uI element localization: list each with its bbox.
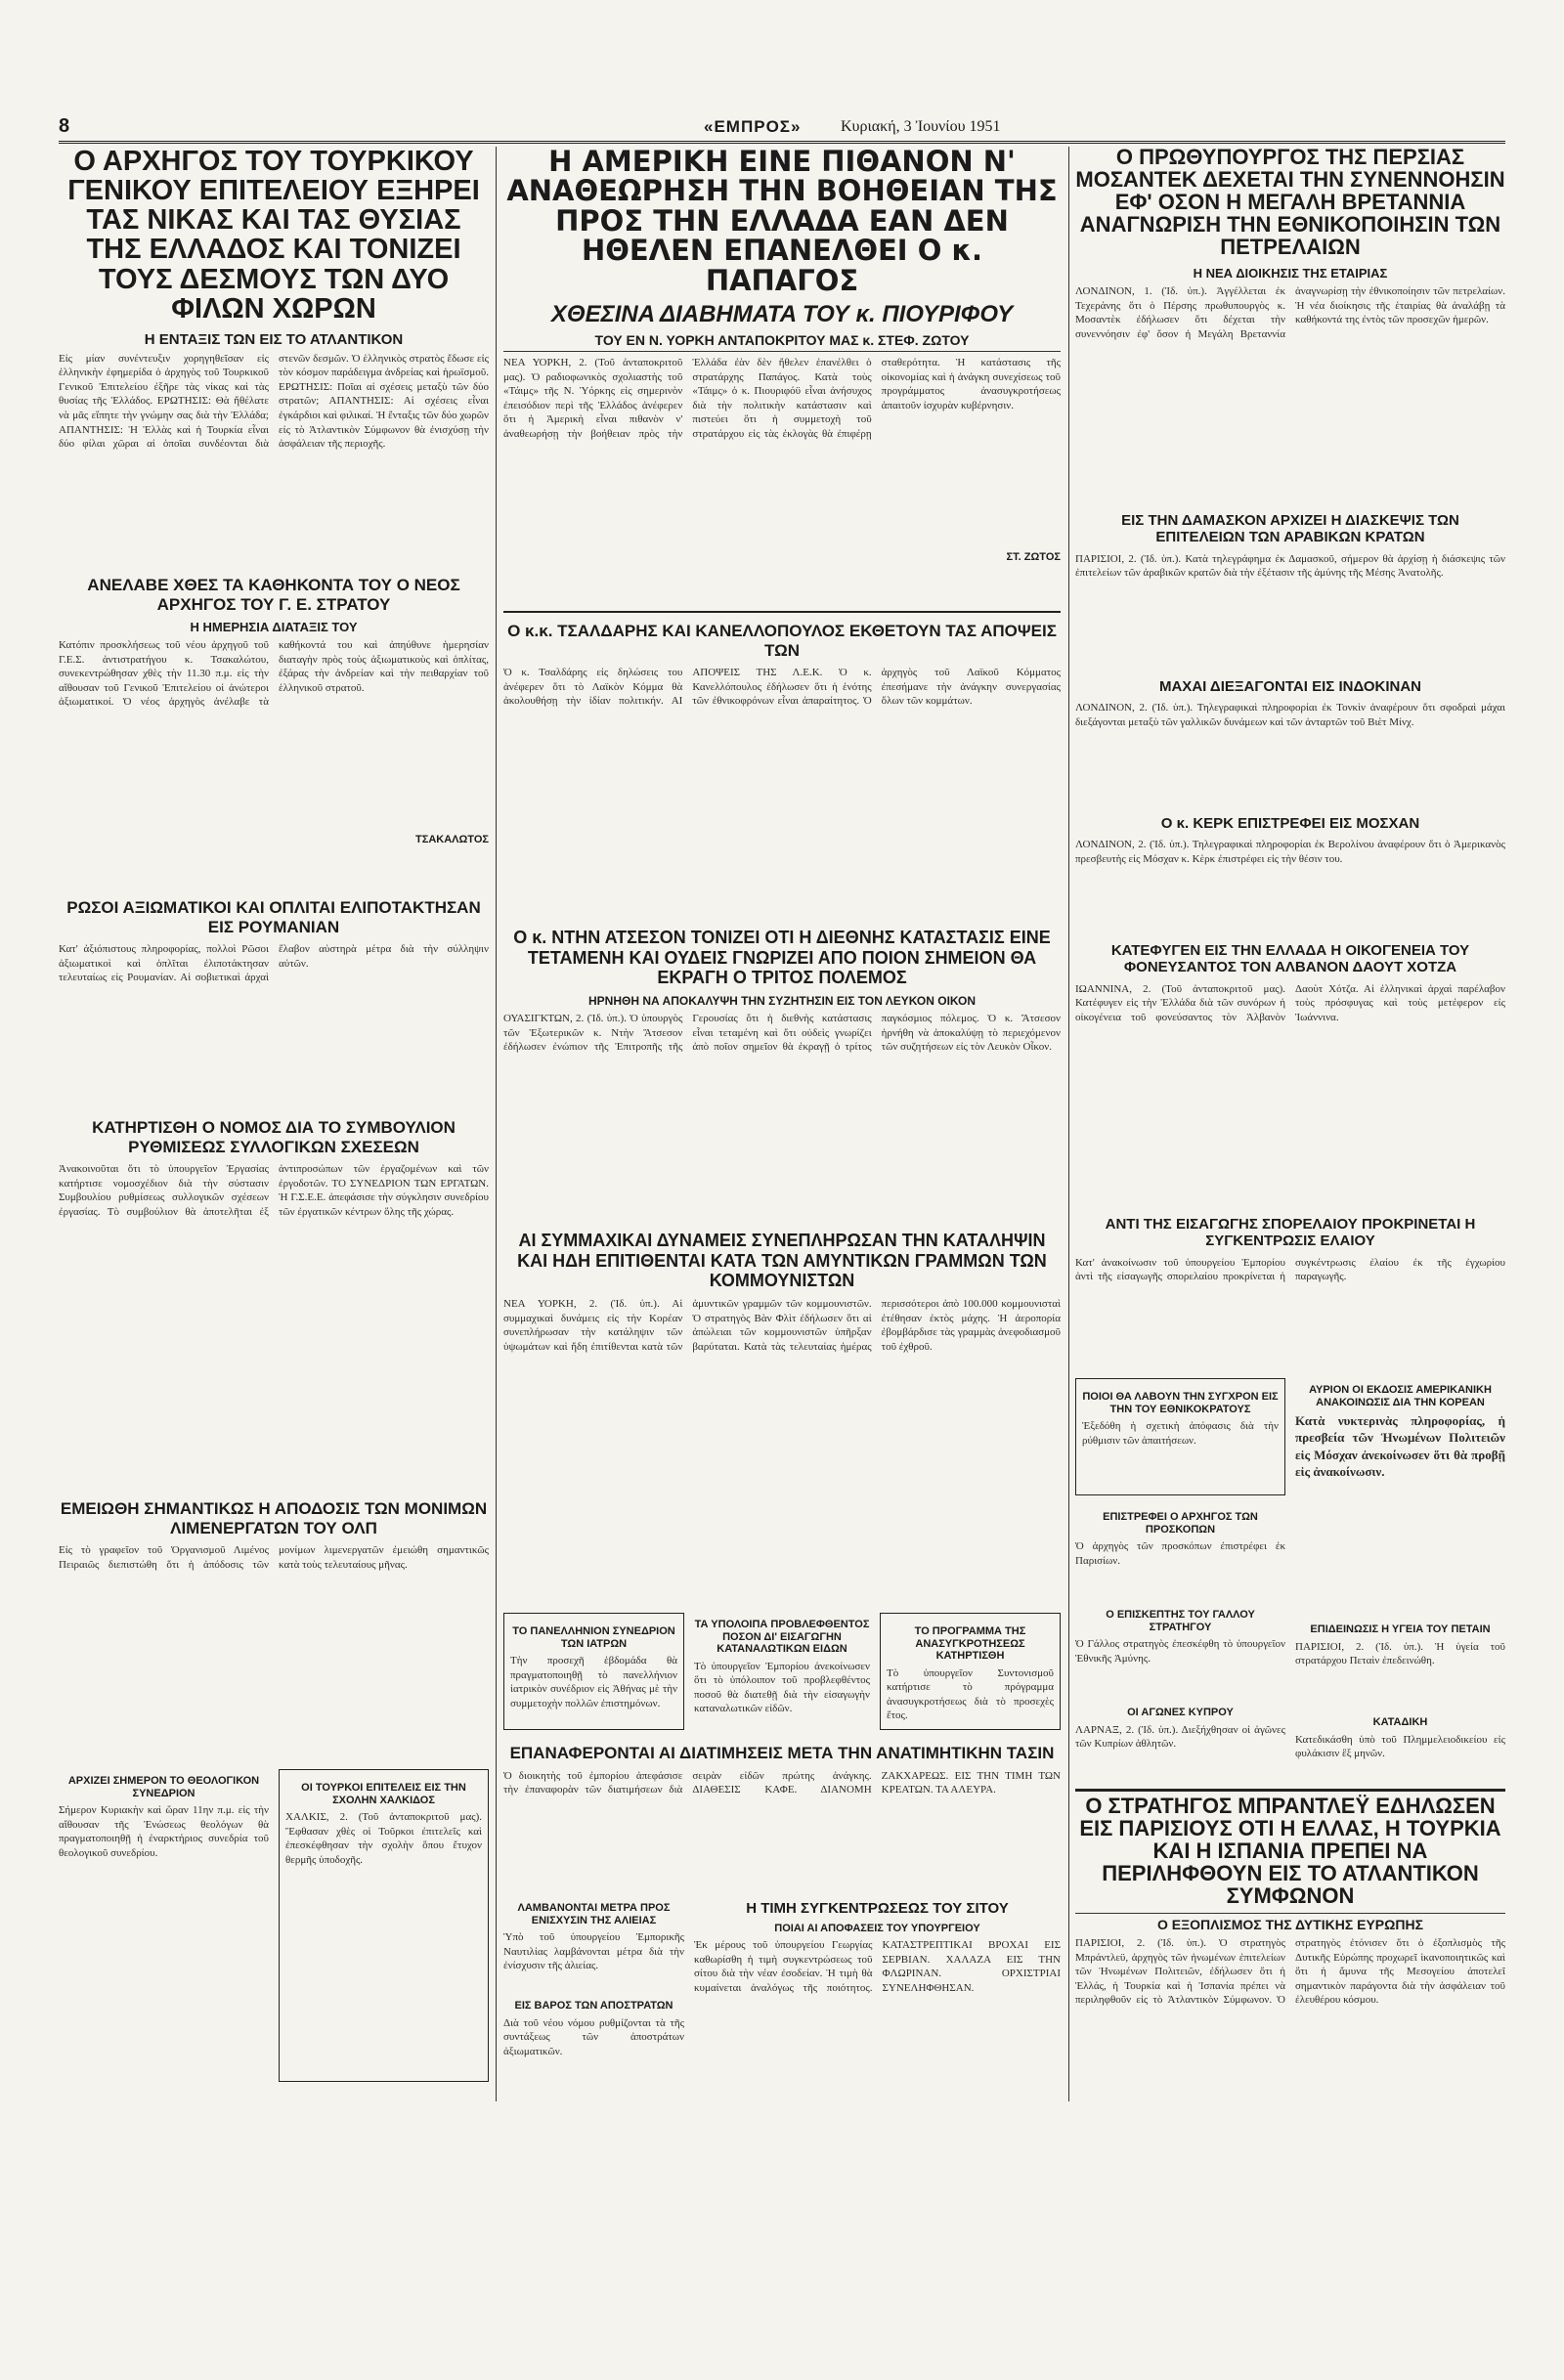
- mid-small-4: [503, 1896, 684, 1989]
- turkish-chief-story: [59, 147, 489, 557]
- atseson-body: ΟΥΑΣΙΓΚΤΩΝ, 2. (Ἰδ. ὑπ.). Ὁ ὑπουργὸς τῶν Ἐξωτερικῶν κ. Ντὴν Ἄτσεσον ἐδήλωσεν ἐνώπιον τῆς Ἐπιτροπῆς τῆς Γερουσίας ὅτι ἡ διεθνὴς κατάστασις εἶναι τεταμένη καὶ ὅτι οὐδεὶς γνωρίζει ἀπὸ ποῖον σημεῖον θὰ ἐκραγῇ ὁ τρίτος παγκόσμιος πόλεμος. Ὁ κ. Ἄτσεσον ἠρνήθη νὰ ἀποκαλύψῃ τὸ περιεχόμενον τῶν συζητήσεων εἰς τὸν Λευκὸν Οἶκον.: [503, 1013, 1061, 1054]
- mid-small-5: [503, 1994, 684, 2092]
- mid-small-body-3: Τὸ ὑπουργεῖον Συντονισμοῦ κατήρτισε τὸ πρόγραμμα ἀνασυγκροτήσεως διὰ τὸ προσεχὲς ἔτος.: [887, 1666, 1054, 1722]
- small-left-body-1: Σήμερον Κυριακὴν καὶ ὥραν 11ην π.μ. εἰς τὴν αἴθουσαν τῆς Ἑνώσεως θεολόγων θὰ πραγματοποιηθῇ ἡ ἐναρκτήριος συνεδρία τοῦ θεολογικοῦ συνεδρίου.: [59, 1804, 269, 1859]
- right-small-headline-6: ΟΙ ΑΓΩΝΕΣ ΚΥΠΡΟΥ: [1127, 1707, 1234, 1718]
- right-small-body-1: Ἐξεδόθη ἡ σχετικὴ ἀπόφασις διὰ τὴν ρύθμισιν τῶν ἀπαιτήσεων.: [1082, 1420, 1279, 1447]
- right-small-headline-5: Ο ΕΠΙΣΚΕΠΤΗΣ ΤΟΥ ΓΑΛΛΟΥ ΣΤΡΑΤΗΓΟΥ: [1106, 1609, 1255, 1633]
- small-left-body-2: ΧΑΛΚΙΣ, 2. (Τοῦ ἀνταποκριτοῦ μας). Ἔφθασαν χθὲς οἱ Τοῦρκοι ἐπιτελεῖς καὶ ἐπεσκέφθησαν τὴν σχολὴν ὅπου ἔτυχον θερμῆς ὑποδοχῆς.: [285, 1811, 482, 1866]
- small-left-headline-1: ΑΡΧΙΖΕΙ ΣΗΜΕΡΟΝ ΤΟ ΘΕΟΛΟΓΙΚΟΝ ΣΥΝΕΔΡΙΟΝ: [67, 1775, 260, 1799]
- mosaddegh-body: ΛΟΝΔΙΝΟΝ, 1. (Ἰδ. ὑπ.). Ἀγγέλλεται ἐκ Τεχεράνης ὅτι ὁ Πέρσης πρωθυπουργὸς κ. Μοσαντὲκ ἐδήλωσεν ὅτι δέχεται τὴν συνεννόησιν ἐφ' ὅσον ἡ Μεγάλη Βρεταννία ἀναγνωρίσῃ τὴν ἐθνικοποίησιν τῶν πετρελαίων. Ἡ νέα διοίκησις τῆς ἑταιρίας θὰ ἀναλάβῃ τὰ καθήκοντά της ἐντὸς τῶν προσεχῶν ἡμερῶν.: [1075, 285, 1505, 340]
- olp-body: Εἰς τὸ γραφεῖον τοῦ Ὀργανισμοῦ Λιμένος Πειραιῶς διεπιστώθη ὅτι ἡ ἀπόδοσις τῶν μονίμων λιμενεργατῶν ἐμειώθη σημαντικῶς κατὰ τοὺς τελευταίους μῆνας.: [59, 1544, 489, 1571]
- small-left-story-1: [59, 1769, 269, 2082]
- allied-story: [503, 1227, 1061, 1603]
- turkish-chief-headline: Ο ΑΡΧΗΓΟΣ ΤΟΥ ΤΟΥΡΚΙΚΟΥ ΓΕΝΙΚΟΥ ΕΠΙΤΕΛΕΙΟΥ ΕΞΗΡΕΙ ΤΑΣ ΝΙΚΑΣ ΚΑΙ ΤΑΣ ΘΥΣΙΑΣ ΤΗΣ ΕΛΛΑΔΟΣ ΚΑΙ ΤΟΝΙΖΕΙ ΤΟΥΣ ΔΕΣΜΟΥΣ ΤΩΝ ΔΥΟ ΦΙΛΩΝ ΧΩΡΩΝ: [67, 147, 480, 325]
- right-small-headline-3: ΕΠΙΣΤΡΕΦΕΙ Ο ΑΡΧΗΓΟΣ ΤΩΝ ΠΡΟΣΚΟΠΩΝ: [1103, 1511, 1258, 1536]
- olp-story: [59, 1495, 489, 1759]
- america-signature: ΣΤ. ΖΩΤΟΣ: [1006, 551, 1061, 564]
- mosaddegh-headline: Ο ΠΡΩΘΥΠΟΥΡΓΟΣ ΤΗΣ ΠΕΡΣΙΑΣ ΜΟΣΑΝΤΕΚ ΔΕΧΕΤΑΙ ΤΗΝ ΣΥΝΕΝΝΟΗΣΙΝ ΕΦ' ΟΣΟΝ Η ΜΕΓΑΛΗ ΒΡΕΤΑΝΝΙΑ ΑΝΑΓΝΩΡΙΣΗ ΤΗΝ ΕΘΝΙΚΟΠΟΙΗΣΙΝ ΤΩΝ ΠΕΤΡΕΛΑΙΩΝ: [1075, 147, 1505, 259]
- prices-body: Ὁ διοικητὴς τοῦ ἐμπορίου ἀπεφάσισε τὴν ἐπαναφορὰν τῶν διατιμήσεων διὰ σειρὰν εἰδῶν πρώτης ἀνάγκης. ΔΙΑΘΕΣΙΣ ΚΑΦΕ. ΔΙΑΝΟΜΗ ΖΑΚΧΑΡΕΩΣ. ΕΙΣ ΤΗΝ ΤΙΜΗ ΤΩΝ ΚΡΕΑΤΩΝ. ΤΑ ΑΛΕΥΡΑ.: [503, 1769, 1061, 1796]
- mid-small-1: [503, 1613, 684, 1730]
- allied-headline: ΑΙ ΣΥΜΜΑΧΙΚΑΙ ΔΥΝΑΜΕΙΣ ΣΥΝΕΠΛΗΡΩΣΑΝ ΤΗΝ ΚΑΤΑΛΗΨΙΝ ΚΑΙ ΗΔΗ ΕΠΙΤΙΘΕΝΤΑΙ ΚΑΤΑ ΤΩΝ ΑΜΥΝΤΙΚΩΝ ΓΡΑΜΜΩΝ ΤΩΝ ΚΟΜΜΟΥΝΙΣΤΩΝ: [517, 1231, 1047, 1291]
- atseson-subhead: ΗΡΝΗΘΗ ΝΑ ΑΠΟΚΑΛΥΨΗ ΤΗΝ ΣΥΖΗΤΗΣΙΝ ΕΙΣ ΤΟΝ ΛΕΥΚΟΝ ΟΙΚΟΝ: [587, 994, 977, 1009]
- issue-date: Κυριακή, 3 Ἰουνίου 1951: [841, 118, 1001, 135]
- mosaddegh-subhead: Η ΝΕΑ ΔΙΟΙΚΗΣΙΣ ΤΗΣ ΕΤΑΙΡΙΑΣ: [1193, 266, 1388, 281]
- labor-body: Ἀνακοινοῦται ὅτι τὸ ὑπουργεῖον Ἐργασίας κατήρτισε νομοσχέδιον διὰ τὴν σύστασιν Συμβουλίου ρυθμίσεως συλλογικῶν σχέσεων ἐργασίας. Τὸ συμβούλιον θὰ ἀποτελῆται ἐξ ἀντιπροσώπων τῶν ἐργαζομένων καὶ τῶν ἐργοδοτῶν. ΤΟ ΣΥΝΕΔΡΙΟΝ ΤΩΝ ΕΡΓΑΤΩΝ. Ἡ Γ.Σ.Ε.Ε. ἀπεφάσισε τὴν σύγκλησιν συνεδρίου τῶν ἐργατικῶν κέντρων ὅλης τῆς χώρας.: [59, 1163, 489, 1218]
- hotza-body: ΙΩΑΝΝΙΝΑ, 2. (Τοῦ ἀνταποκριτοῦ μας). Κατέφυγεν εἰς τὴν Ἑλλάδα διὰ τῶν συνόρων ἡ οἰκογένεια τοῦ φονεύσαντος τὸν Ἀλβανὸν Δαοὺτ Χότζα. Αἱ ἑλληνικαὶ ἀρχαὶ παρέλαβον τοὺς πρόσφυγας καὶ τοὺς μετέφερον εἰς Ἰωάννινα.: [1075, 982, 1505, 1023]
- hotza-story: [1075, 938, 1505, 1202]
- oil-story: [1075, 1212, 1505, 1368]
- bradley-headline: Ο ΣΤΡΑΤΗΓΟΣ ΜΠΡΑΝΤΛΕΫ ΕΔΗΛΩΣΕΝ ΕΙΣ ΠΑΡΙΣΙΟΥΣ ΟΤΙ Η ΕΛΛΑΣ, Η ΤΟΥΡΚΙΑ ΚΑΙ Η ΙΣΠΑΝΙΑ ΠΡΕΠΕΙ ΝΑ ΠΕΡΙΛΗΦΘΟΥΝ ΕΙΣ ΤΟ ΑΤΛΑΝΤΙΚΟΝ ΣΥΜΦΩΝΟΝ: [1079, 1794, 1501, 1908]
- right-small-body-4: ΠΑΡΙΣΙΟΙ, 2. (Ἰδ. ὑπ.). Ἡ ὑγεία τοῦ στρατάρχου Πεταὶν ἐπεδεινώθη.: [1295, 1640, 1505, 1667]
- oil-headline: ΑΝΤΙ ΤΗΣ ΕΙΣΑΓΩΓΗΣ ΣΠΟΡΕΛΑΙΟΥ ΠΡΟΚΡΙΝΕΤΑΙ Η ΣΥΓΚΕΝΤΡΩΣΙΣ ΕΛΑΙΟΥ: [1105, 1216, 1476, 1250]
- oil-body: Κατ' ἀνακοίνωσιν τοῦ ὑπουργείου Ἐμπορίου ἀντὶ τῆς εἰσαγωγῆς σπορελαίου προκρίνεται ἡ συγκέντρωσις ἐλαίου ἐκ τῆς ἐγχωρίου παραγωγῆς.: [1075, 1256, 1505, 1283]
- bradley-body: ΠΑΡΙΣΙΟΙ, 2. (Ἰδ. ὑπ.). Ὁ στρατηγὸς Μπράντλεϋ, ἀρχηγὸς τῶν ἡνωμένων ἐπιτελείων τῶν Ἡνωμένων Πολιτειῶν, ἐδήλωσεν ὅτι ἡ Ἑλλάς, ἡ Τουρκία καὶ ἡ Ἱσπανία πρέπει νὰ περιληφθοῦν εἰς τὸ Ἀτλαντικὸν Σύμφωνον. Ὁ στρατηγὸς ἐτόνισεν ὅτι ὁ ἐξοπλισμὸς τῆς Δυτικῆς Εὐρώπης προχωρεῖ ἱκανοποιητικῶς καὶ ὅτι ἡ ἄμυνα τῆς Μεσογείου ἀποτελεῖ σημαντικὸν παράγοντα διὰ τὴν ἀσφάλειαν τοῦ ἐλευθέρου κόσμου.: [1075, 1937, 1505, 2007]
- column-rule: [1068, 147, 1069, 2101]
- atseson-story: [503, 924, 1061, 1217]
- right-small-3: [1075, 1505, 1285, 1593]
- prices-story: [503, 1740, 1061, 1886]
- bradley-subhead: Ο ΕΞΟΠΛΙΣΜΟΣ ΤΗΣ ΔΥΤΙΚΗΣ ΕΥΡΩΠΗΣ: [1075, 1913, 1505, 1932]
- mid-small-body-4: Ὑπὸ τοῦ ὑπουργείου Ἐμπορικῆς Ναυτιλίας λαμβάνονται μέτρα διὰ τὴν ἐνίσχυσιν τῆς ἁλιείας.: [503, 1931, 684, 1972]
- bradley-story: [1075, 1789, 1505, 2092]
- mid-small-headline-4: ΛΑΜΒΑΝΟΝΤΑΙ ΜΕΤΡΑ ΠΡΟΣ ΕΝΙΣΧΥΣΙΝ ΤΗΣ ΑΛΙΕΙΑΣ: [517, 1902, 671, 1926]
- right-small-7: [1295, 1710, 1505, 1779]
- tsaldaris-story: [503, 618, 1061, 911]
- indochina-body: ΛΟΝΔΙΝΟΝ, 2. (Ἰδ. ὑπ.). Τηλεγραφικαὶ πληροφορίαι ἐκ Τονκὶν ἀναφέρουν ὅτι σφοδραὶ μάχαι διεξάγονται μεταξὺ τῶν γαλλικῶν δυνάμεων καὶ τῶν ἀνταρτῶν τοῦ Βιὲτ Μίνχ.: [1075, 702, 1505, 728]
- romania-story: [59, 894, 489, 1100]
- right-small-headline-4: ΕΠΙΔΕΙΝΩΣΙΣ Η ΥΓΕΙΑ ΤΟΥ ΠΕΤΑΙΝ: [1310, 1623, 1491, 1635]
- right-small-body-2: Κατὰ νυκτερινὰς πληροφορίας, ἡ πρεσβεία τῶν Ἡνωμένων Πολιτειῶν εἰς Μόσχαν ἀνεκοίνωσεν ὅτι θὰ προβῇ εἰς ἀνακοίνωσιν.: [1295, 1413, 1505, 1479]
- paper-name: «ΕΜΠΡΟΣ»: [704, 117, 802, 136]
- damascus-story: [1075, 508, 1505, 665]
- america-body: ΝΕΑ ΥΟΡΚΗ, 2. (Τοῦ ἀνταποκριτοῦ μας). Ὁ ραδιοφωνικὸς σχολιαστὴς τοῦ «Τάιμς» τῆς Ν. Ὑόρκης εἰς σημερινὸν ἐπεισόδιον περὶ τῆς Ἑλλάδος ἀνέφερεν ὅτι ἡ Ἀμερικὴ εἶναι πιθανὸν ν' ἀναθεωρήσῃ τὴν βοήθειαν πρὸς τὴν Ἑλλάδα ἐὰν δὲν ἤθελεν ἐπανέλθει ὁ στρατάρχης Παπάγος. Κατὰ τοὺς «Τάιμς» ὁ κ. Πιουριφόϋ εἶναι ἀνήσυχος διὰ τὴν πολιτικὴν κατάστασιν καὶ πιστεύει ὅτι ἡ συμμετοχὴ τοῦ στρατάρχου εἰς τὰς ἐκλογὰς θὰ ἐπιφέρῃ σταθερότητα. Ἡ κατάστασις τῆς οἰκονομίας καὶ ἡ ἀνάγκη συνεχίσεως τοῦ προγράμματος ἀνασυγκροτήσεως ἀπαιτοῦν ἰσχυρὰν κυβέρνησιν.: [503, 357, 1061, 440]
- turkish-chief-body: Εἰς μίαν συνέντευξιν χορηγηθεῖσαν εἰς ἑλληνικὴν ἐφημερίδα ὁ ἀρχηγὸς τοῦ Τουρκικοῦ Γενικοῦ Ἐπιτελείου ἐξῆρε τὰς νίκας καὶ τὰς θυσίας τῆς Ἑλλάδος. ΕΡΩΤΗΣΙΣ: Θὰ ἤθέλατε νὰ μᾶς εἴπητε τὴν γνώμην σας διὰ τὴν Ἑλλάδα; ΑΠΑΝΤΗΣΙΣ: Ἡ Ἑλλὰς καὶ ἡ Τουρκία εἶναι δύο φίλαι χῶραι αἱ ὁποῖαι συνδέονται διὰ στενῶν δεσμῶν. Ὁ ἑλληνικὸς στρατὸς ἔδωσε εἰς τὸν κόσμον παράδειγμα ἀνδρείας καὶ ἡρωϊσμοῦ. ΕΡΩΤΗΣΙΣ: Ποῖαι αἱ σχέσεις μεταξὺ τῶν δύο στρατῶν; ΑΠΑΝΤΗΣΙΣ: Αἱ σχέσεις εἶναι ἐγκάρδιοι καὶ φιλικαί. Ἡ ἔνταξις τῶν δύο χωρῶν εἰς τὸ Ἀτλαντικὸν Σύμφωνον θὰ ἐνισχύσῃ τὴν ἀσφάλειαν τῆς περιοχῆς.: [59, 352, 489, 451]
- mid-small-headline-2: ΤΑ ΥΠΟΛΟΙΠΑ ΠΡΟΒΛΕΦΘΕΝΤΟΣ ΠΟΣΟΝ ΔΙ' ΕΙΣΑΓΩΓΗΝ ΚΑΤΑΝΑΛΩΤΙΚΩΝ ΕΙΔΩΝ: [694, 1619, 870, 1656]
- damascus-headline: ΕΙΣ ΤΗΝ ΔΑΜΑΣΚΟΝ ΑΡΧΙΖΕΙ Η ΔΙΑΣΚΕΨΙΣ ΤΩΝ ΕΠΙΤΕΛΕΙΩΝ ΤΩΝ ΑΡΑΒΙΚΩΝ ΚΡΑΤΩΝ: [1121, 512, 1459, 546]
- stratos-story: [59, 572, 489, 885]
- grain-subhead: ΠΟΙΑΙ ΑΙ ΑΠΟΦΑΣΕΙΣ ΤΟΥ ΥΠΟΥΡΓΕΙΟΥ: [774, 1923, 980, 1935]
- mid-small-body-5: Διὰ τοῦ νέου νόμου ρυθμίζονται τὰ τῆς συντάξεως τῶν ἀποστράτων ἀξιωματικῶν.: [503, 2016, 684, 2057]
- mid-small-headline-1: ΤΟ ΠΑΝΕΛΛΗΝΙΟΝ ΣΥΝΕΔΡΙΟΝ ΤΩΝ ΙΑΤΡΩΝ: [512, 1625, 675, 1650]
- stratos-headline: ΑΝΕΛΑΒΕ ΧΘΕΣ ΤΑ ΚΑΘΗΚΟΝΤΑ ΤΟΥ Ο ΝΕΟΣ ΑΡΧΗΓΟΣ ΤΟΥ Γ. Ε. ΣΤΡΑΤΟΥ: [87, 576, 460, 614]
- grain-body: Ἐκ μέρους τοῦ ὑπουργείου Γεωργίας καθωρίσθη ἡ τιμὴ συγκεντρώσεως τοῦ σίτου διὰ τὴν νέαν ἐσοδείαν. Ἡ τιμὴ θὰ κυμαίνεται ἀναλόγως τῆς ποιότητος. ΚΑΤΑΣΤΡΕΠΤΙΚΑΙ ΒΡΟΧΑΙ ΕΙΣ ΣΕΡΒΙΑΝ. ΧΑΛΑΖΑ ΕΙΣ ΤΗΝ ΦΛΩΡΙΝΑΝ. ΟΡΧΙΣΤΡΙΑΙ ΣΥΝΕΛΗΦΘΗΣΑΝ.: [694, 1939, 1061, 1994]
- allied-body: ΝΕΑ ΥΟΡΚΗ, 2. (Ἰδ. ὑπ.). Αἱ συμμαχικαὶ δυνάμεις εἰς τὴν Κορέαν συνεπλήρωσαν τὴν κατάληψιν τῶν ὑψωμάτων καὶ ἤδη ἐπιτίθενται κατὰ τῶν ἀμυντικῶν γραμμῶν τῶν κομμουνιστῶν. Ὁ στρατηγὸς Βὰν Φλὶτ ἐδήλωσεν ὅτι αἱ ἀπώλειαι τῶν κομμουνιστῶν ὑπῆρξαν βαρύταται. Κατὰ τὰς τελευταίας ἡμέρας περισσότεροι ἀπὸ 100.000 κομμουνισταὶ ἐτέθησαν ἐκτὸς μάχης. Ἡ ἀεροπορία ἐβομβάρδισε τὰς γραμμὰς ἀνεφοδιασμοῦ τοῦ ἐχθροῦ.: [503, 1298, 1061, 1353]
- america-dateline: ΤΟΥ ΕΝ Ν. ΥΟΡΚΗ ΑΝΤΑΠΟΚΡΙΤΟΥ ΜΑΣ κ. ΣΤΕΦ. ΖΩΤΟΥ: [503, 332, 1061, 352]
- labor-story: [59, 1114, 489, 1486]
- page-number: 8: [59, 115, 70, 137]
- right-small-headline-2: ΑΥΡΙΟΝ ΟΙ ΕΚΔΟΣΙΣ ΑΜΕΡΙΚΑΝΙΚΗ ΑΝΑΚΟΙΝΩΣΙΣ ΔΙΑ ΤΗΝ ΚΟΡΕΑΝ: [1309, 1384, 1492, 1408]
- right-small-body-5: Ὁ Γάλλος στρατηγὸς ἐπεσκέφθη τὸ ὑπουργεῖον Ἐθνικῆς Ἀμύνης.: [1075, 1638, 1285, 1665]
- stratos-signature: ΤΣΑΚΑΛΩΤΟΣ: [415, 834, 489, 846]
- kerk-headline: Ο κ. ΚΕΡΚ ΕΠΙΣΤΡΕΦΕΙ ΕΙΣ ΜΟΣΧΑΝ: [1160, 815, 1420, 832]
- indochina-headline: ΜΑΧΑΙ ΔΙΕΞΑΓΟΝΤΑΙ ΕΙΣ ΙΝΔΟΚΙΝΑΝ: [1158, 678, 1421, 695]
- right-small-headline-7: ΚΑΤΑΔΙΚΗ: [1372, 1716, 1428, 1728]
- right-small-body-3: Ὁ ἀρχηγὸς τῶν προσκόπων ἐπιστρέφει ἐκ Παρισίων.: [1075, 1540, 1285, 1567]
- masthead: [59, 115, 1505, 144]
- romania-headline: ΡΩΣΟΙ ΑΞΙΩΜΑΤΙΚΟΙ ΚΑΙ ΟΠΛΙΤΑΙ ΕΛΙΠΟΤΑΚΤΗΣΑΝ ΕΙΣ ΡΟΥΜΑΝΙΑΝ: [66, 898, 481, 936]
- indochina-story: [1075, 674, 1505, 801]
- right-small-headline-1: ΠΟΙΟΙ ΘΑ ΛΑΒΟΥΝ ΤΗΝ ΣΥΓΧΡΟΝ ΕΙΣ ΤΗΝ ΤΟΥ ΕΘΝΙΚΟΚΡΑΤΟΥΣ: [1082, 1391, 1279, 1415]
- prices-headline: ΕΠΑΝΑΦΕΡΟΝΤΑΙ ΑΙ ΔΙΑΤΙΜΗΣΕΙΣ ΜΕΤΑ ΤΗΝ ΑΝΑΤΙΜΗΤΙΚΗΝ ΤΑΣΙΝ: [509, 1744, 1055, 1762]
- turkish-chief-subhead: Η ΕΝΤΑΞΙΣ ΤΩΝ ΕΙΣ ΤΟ ΑΤΛΑΝΤΙΚΟΝ: [144, 330, 404, 348]
- mid-small-3: [880, 1613, 1061, 1730]
- america-subhead: ΧΘΕΣΙΝΑ ΔΙΑΒΗΜΑΤΑ ΤΟΥ κ. ΠΙΟΥΡΙΦΟΥ: [550, 301, 1014, 328]
- grain-story: [694, 1896, 1061, 2092]
- mid-small-headline-5: ΕΙΣ ΒΑΡΟΣ ΤΩΝ ΑΠΟΣΤΡΑΤΩΝ: [514, 2000, 673, 2012]
- olp-headline: ΕΜΕΙΩΘΗ ΣΗΜΑΝΤΙΚΩΣ Η ΑΠΟΔΟΣΙΣ ΤΩΝ ΜΟΝΙΜΩΝ ΛΙΜΕΝΕΡΓΑΤΩΝ ΤΟΥ ΟΛΠ: [60, 1499, 488, 1537]
- stratos-subhead: Η ΗΜΕΡΗΣΙΑ ΔΙΑΤΑΞΙΣ ΤΟΥ: [190, 620, 358, 635]
- mid-small-2: [694, 1613, 870, 1730]
- right-small-2: [1295, 1378, 1505, 1613]
- grain-headline: Η ΤΙΜΗ ΣΥΓΚΕΝΤΡΩΣΕΩΣ ΤΟΥ ΣΙΤΟΥ: [746, 1900, 1009, 1917]
- right-small-1: [1075, 1378, 1285, 1495]
- kerk-story: [1075, 811, 1505, 929]
- romania-body: Κατ' ἀξιόπιστους πληροφορίας, πολλοὶ Ρῶσοι ἀξιωματικοὶ καὶ ὁπλῖται ἐλιποτάκτησαν τελευταίως εἰς Ρουμανίαν. Αἱ σοβιετικαὶ ἀρχαὶ ἔλαβον αὐστηρὰ μέτρα διὰ τὴν σύλληψιν αὐτῶν.: [59, 943, 489, 984]
- atseson-headline: Ο κ. ΝΤΗΝ ΑΤΣΕΣΟΝ ΤΟΝΙΖΕΙ ΟΤΙ Η ΔΙΕΘΝΗΣ ΚΑΤΑΣΤΑΣΙΣ ΕΙΝΕ ΤΕΤΑΜΕΝΗ ΚΑΙ ΟΥΔΕΙΣ ΓΝΩΡΙΖΕΙ ΑΠΟ ΠΟΙΟΝ ΣΗΜΕΙΟΝ ΘΑ ΕΚΡΑΓΗ Ο ΤΡΙΤΟΣ ΠΟΛΕΜΟΣ: [513, 928, 1051, 988]
- labor-headline: ΚΑΤΗΡΤΙΣΘΗ Ο ΝΟΜΟΣ ΔΙΑ ΤΟ ΣΥΜΒΟΥΛΙΟΝ ΡΥΘΜΙΣΕΩΣ ΣΥΛΛΟΓΙΚΩΝ ΣΧΕΣΕΩΝ: [92, 1118, 456, 1156]
- small-left-story-2: [279, 1769, 489, 2082]
- section-rule: [503, 611, 1061, 613]
- small-left-headline-2: ΟΙ ΤΟΥΡΚΟΙ ΕΠΙΤΕΛΕΙΣ ΕΙΣ ΤΗΝ ΣΧΟΛΗΝ ΧΑΛΚΙΔΟΣ: [301, 1782, 466, 1806]
- america-headline: Η ΑΜΕΡΙΚΗ ΕΙΝΕ ΠΙΘΑΝΟΝ Ν' ΑΝΑΘΕΩΡΗΣΗ ΤΗΝ ΒΟΗΘΕΙΑΝ ΤΗΣ ΠΡΟΣ ΤΗΝ ΕΛΛΑΔΑ ΕΑΝ ΔΕΝ ΗΘΕΛΕΝ ΕΠΑΝΕΛΘΕΙ Ο κ. ΠΑΠΑΓΟΣ: [506, 147, 1058, 297]
- hotza-headline: ΚΑΤΕΦΥΓΕΝ ΕΙΣ ΤΗΝ ΕΛΛΑΔΑ Η ΟΙΚΟΓΕΝΕΙΑ ΤΟΥ ΦΟΝΕΥΣΑΝΤΟΣ ΤΟΝ ΑΛΒΑΝΟΝ ΔΑΟΥΤ ΧΟΤΖΑ: [1110, 942, 1470, 976]
- damascus-body: ΠΑΡΙΣΙΟΙ, 2. (Ἰδ. ὑπ.). Κατὰ τηλεγράφημα ἐκ Δαμασκοῦ, σήμερον θὰ ἀρχίσῃ ἡ διάσκεψις τῶν ἐπιτελείων τῶν ἀραβικῶν κρατῶν διὰ τὴν ἐξέτασιν τῆς ἀμύνης τῆς Μέσης Ἀνατολῆς.: [1075, 552, 1505, 580]
- kerk-body: ΛΟΝΔΙΝΟΝ, 2. (Ἰδ. ὑπ.). Τηλεγραφικαὶ πληροφορίαι ἐκ Βερολίνου ἀναφέρουν ὅτι ὁ Ἀμερικανὸς πρεσβευτὴς εἰς Μόσχαν κ. Κὲρκ ἐπιστρέφει εἰς τὴν θέσιν του.: [1075, 839, 1505, 865]
- mosaddegh-story: [1075, 147, 1505, 498]
- right-small-body-6: ΛΑΡΝΑΞ, 2. (Ἰδ. ὑπ.). Διεξήχθησαν οἱ ἀγῶνες τῶν Κυπρίων ἀθλητῶν.: [1075, 1723, 1285, 1751]
- right-small-6: [1075, 1701, 1285, 1779]
- mid-small-body-1: Τὴν προσεχῆ ἑβδομάδα θὰ πραγματοποιηθῇ τὸ πανελλήνιον ἰατρικὸν συνέδριον εἰς Ἀθήνας μὲ τὴν συμμετοχὴν πολλῶν ἐπιστημόνων.: [510, 1655, 677, 1709]
- mid-small-body-2: Τὸ ὑπουργεῖον Ἐμπορίου ἀνεκοίνωσεν ὅτι τὸ ὑπόλοιπον τοῦ προβλεφθέντος ποσοῦ θὰ διατεθῇ διὰ τὴν εἰσαγωγὴν καταναλωτικῶν εἰδῶν.: [694, 1660, 870, 1715]
- tsaldaris-headline: Ο κ.κ. ΤΣΑΛΔΑΡΗΣ ΚΑΙ ΚΑΝΕΛΛΟΠΟΥΛΟΣ ΕΚΘΕΤΟΥΝ ΤΑΣ ΑΠΟΨΕΙΣ ΤΩΝ: [507, 622, 1057, 660]
- right-small-5: [1075, 1603, 1285, 1691]
- right-small-body-7: Κατεδικάσθη ὑπὸ τοῦ Πλημμελειοδικείου εἰς φυλάκισιν ἓξ μηνῶν.: [1295, 1733, 1505, 1760]
- column-rule: [496, 147, 497, 2101]
- tsaldaris-body: Ὁ κ. Τσαλδάρης εἰς δηλώσεις του ἀνέφερεν ὅτι τὸ Λαϊκὸν Κόμμα θὰ ἀκολουθήσῃ τὴν ἰδίαν πολιτικήν. ΑΙ ΑΠΟΨΕΙΣ ΤΗΣ Λ.Ε.Κ. Ὁ κ. Κανελλόπουλος ἐδήλωσεν ὅτι ἡ ἑνότης τῶν ἐθνικοφρόνων εἶναι ἀπαραίτητος. Ὁ ἀρχηγὸς τοῦ Λαϊκοῦ Κόμματος ἐπεσήμανε τὴν ἀνάγκην συνεργασίας ὅλων τῶν κομμάτων.: [503, 667, 1061, 708]
- right-small-4: [1295, 1618, 1505, 1706]
- stratos-body: Κατόπιν προσκλήσεως τοῦ νέου ἀρχηγοῦ τοῦ Γ.Ε.Σ. ἀντιστρατήγου κ. Τσακαλώτου, συνεκεντρώθησαν χθὲς τὴν 11.30 π.μ. εἰς τὴν αἴθουσαν τοῦ Γενικοῦ Ἐπιτελείου οἱ ἀνώτεροι ἀξιωματικοί. Ὁ νέος ἀρχηγὸς ἀνέλαβε τὰ καθήκοντά του καὶ ἀπηύθυνε ἡμερησίαν διαταγὴν πρὸς τοὺς ἀξιωματικοὺς καὶ ὁπλίτας, ἐξάρας τὴν ἀνδρείαν καὶ τὴν πειθαρχίαν τοῦ ἑλληνικοῦ στρατοῦ.: [59, 639, 489, 709]
- america-story: [503, 147, 1061, 606]
- mid-small-headline-3: ΤΟ ΠΡΟΓΡΑΜΜΑ ΤΗΣ ΑΝΑΣΥΓΚΡΟΤΗΣΕΩΣ ΚΑΤΗΡΤΙΣΘΗ: [914, 1625, 1026, 1663]
